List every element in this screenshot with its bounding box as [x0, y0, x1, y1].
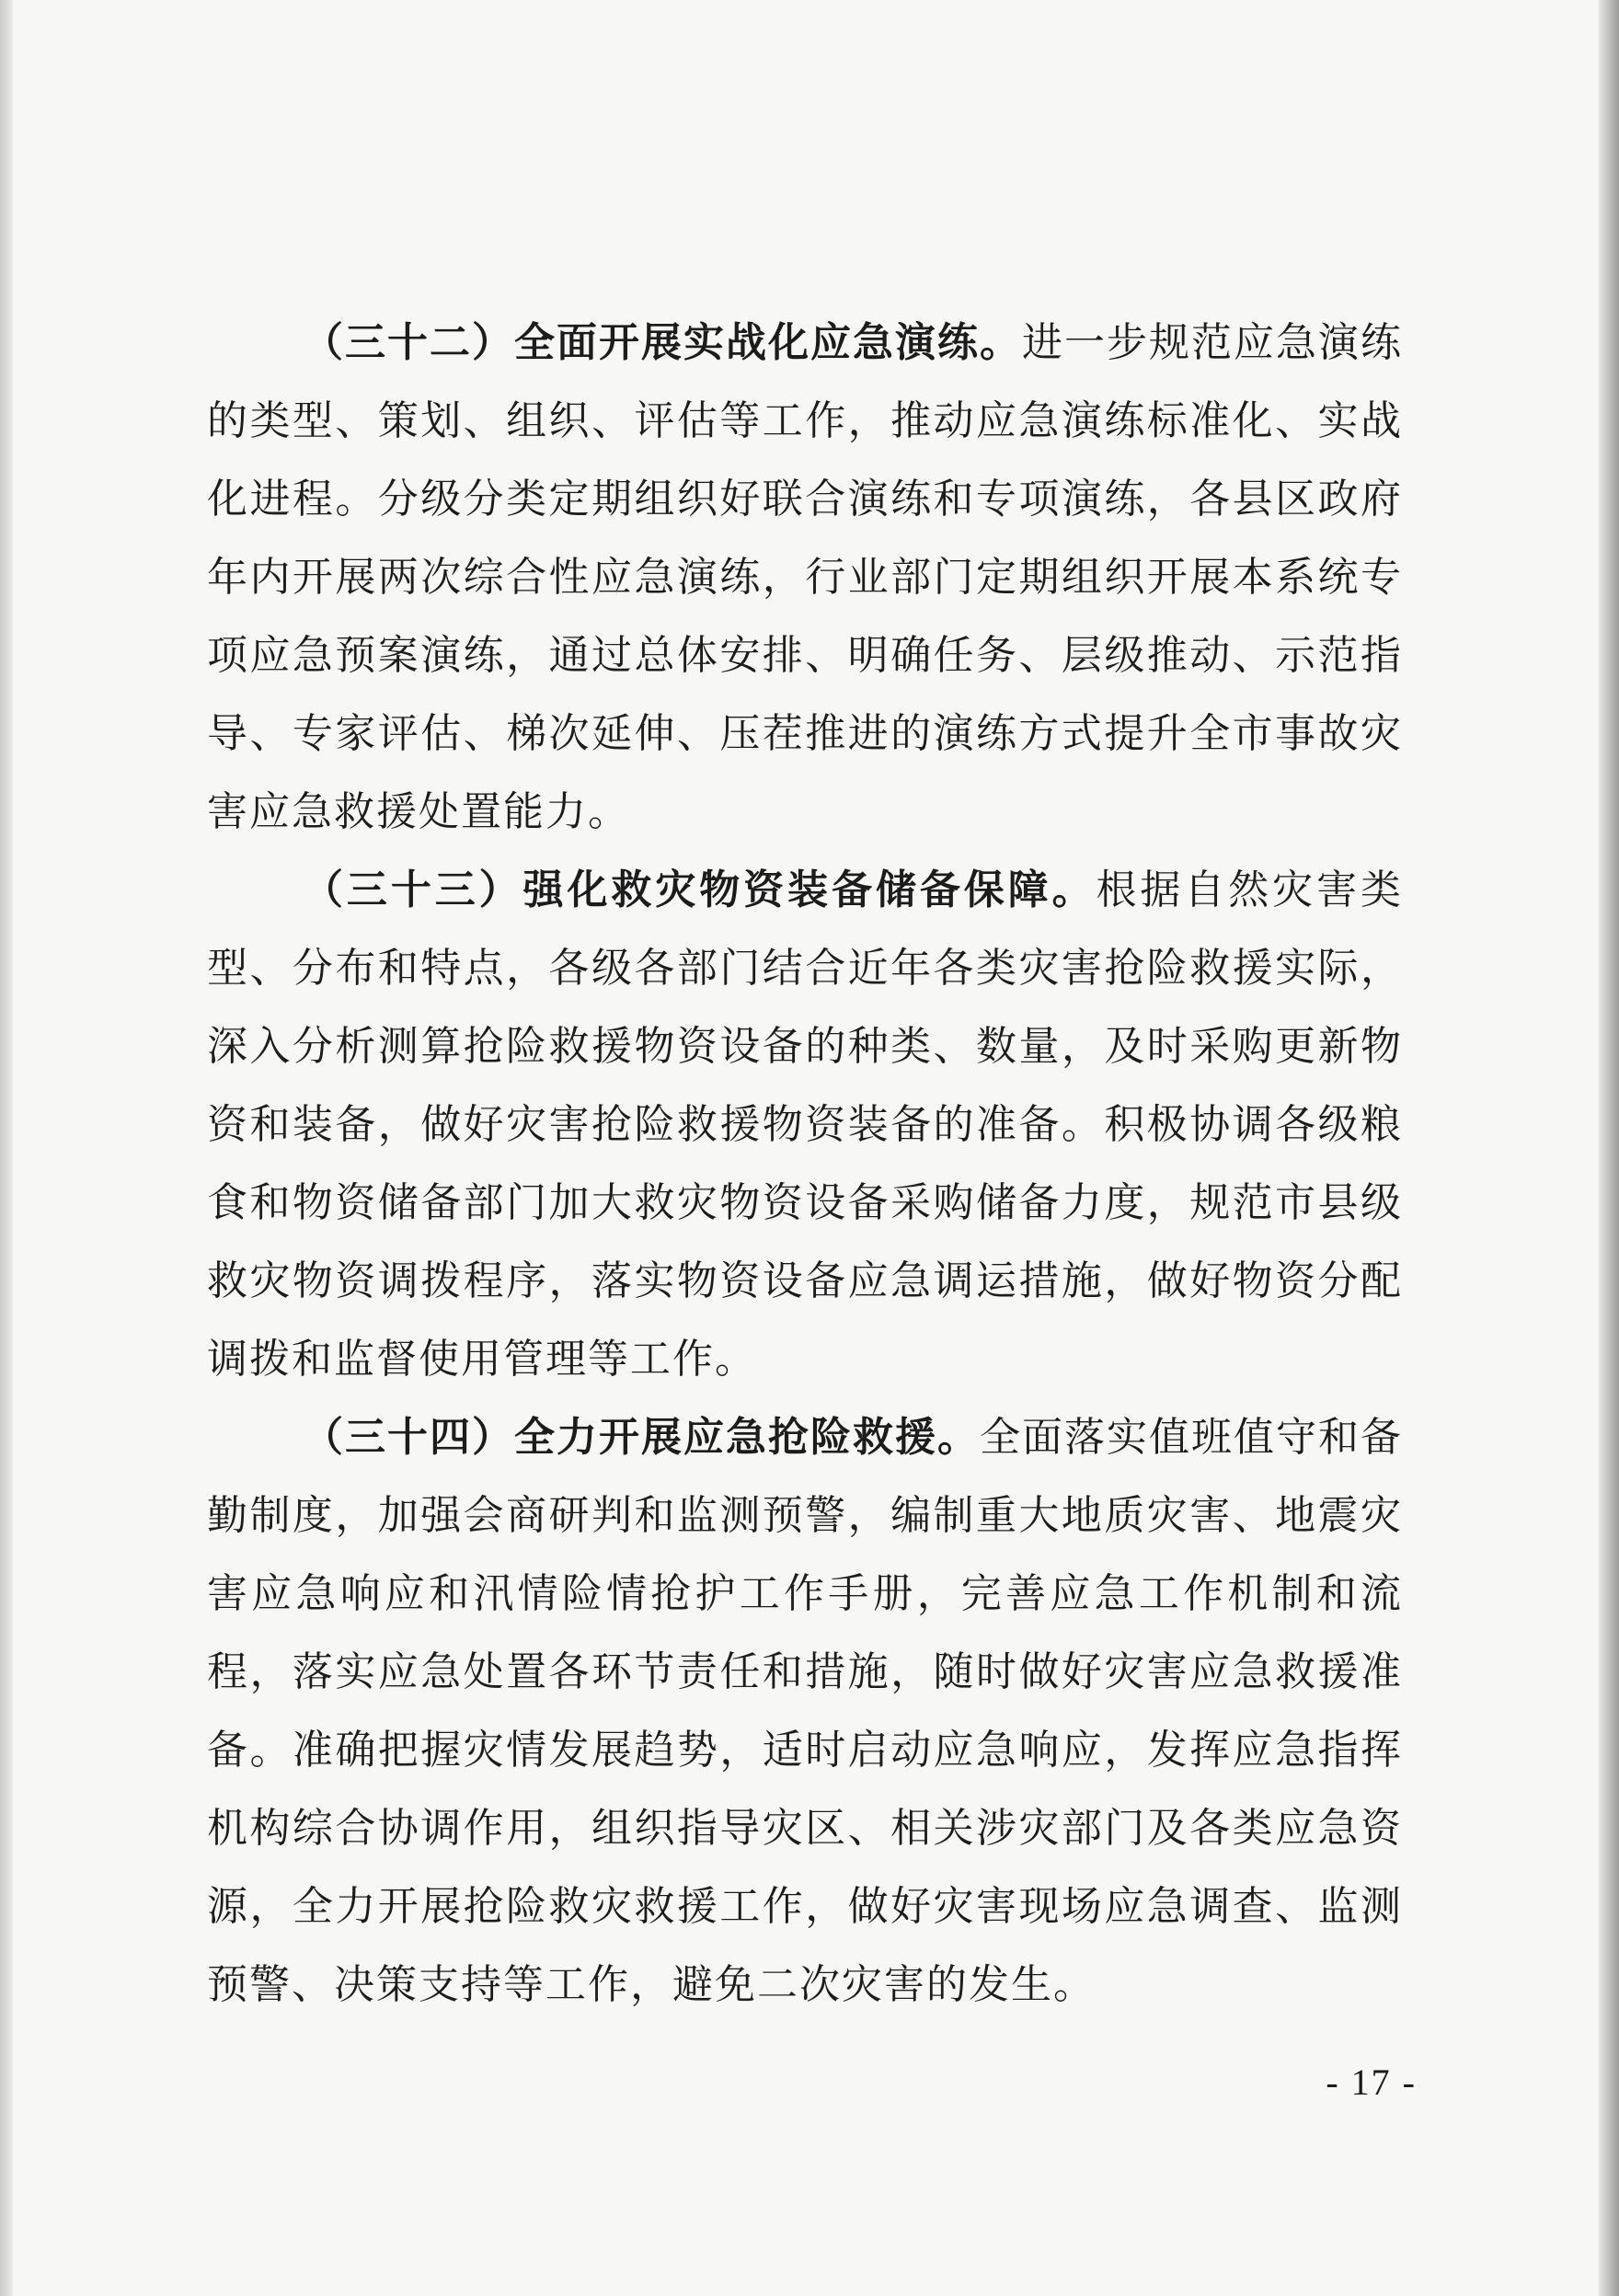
body-text [207, 304, 1403, 2024]
page-edge-left [0, 0, 13, 2296]
page-edge-right [1599, 0, 1619, 2296]
paragraph-heading: （三十二）全面开展实战化应急演练。 [303, 319, 1022, 366]
paragraph-32 [207, 304, 1403, 851]
paragraph-body: 进一步规范应急演练的类型、策划、组织、评估等工作，推动应急演练标准化、实战化进程。分级分类定期组织好联合演练和专项演练，各县区政府年内开展两次综合性应急演练，行业部门定期组织开展本系统专项应急预案演练，通过总体安排、明确任务、层级推动、示范指导、专家评估、梯次延伸、压茬推进的演练方式提升全市事故灾害应急救援处置能力。 [207, 319, 1403, 835]
page-number: - 17 - [1326, 2061, 1417, 2103]
paragraph-heading: （三十四）全力开展应急抢险救援。 [303, 1414, 980, 1461]
paragraph-34 [207, 1398, 1403, 2024]
paragraph-heading: （三十三）强化救灾物资装备储备保障。 [303, 867, 1097, 913]
paragraph-body: 全面落实值班值守和备勤制度，加强会商研判和监测预警，编制重大地质灾害、地震灾害应急响应和汛情险情抢护工作手册，完善应急工作机制和流程，落实应急处置各环节责任和措施，随时做好灾害应急救援准备。准确把握灾情发展趋势，适时启动应急响应，发挥应急指挥机构综合协调作用，组织指导灾区、相关涉灾部门及各类应急资源，全力开展抢险救灾救援工作，做好灾害现场应急调查、监测预警、决策支持等工作，避免二次灾害的发生。 [207, 1414, 1403, 2008]
paragraph-33 [207, 851, 1403, 1398]
paragraph-body: 根据自然灾害类型、分布和特点，各级各部门结合近年各类灾害抢险救援实际，深入分析测算抢险救援物资设备的种类、数量，及时采购更新物资和装备，做好灾害抢险救援物资装备的准备。积极协调各级粮食和物资储备部门加大救灾物资设备采购储备力度，规范市县级救灾物资调拨程序，落实物资设备应急调运措施，做好物资分配调拨和监督使用管理等工作。 [207, 867, 1403, 1383]
